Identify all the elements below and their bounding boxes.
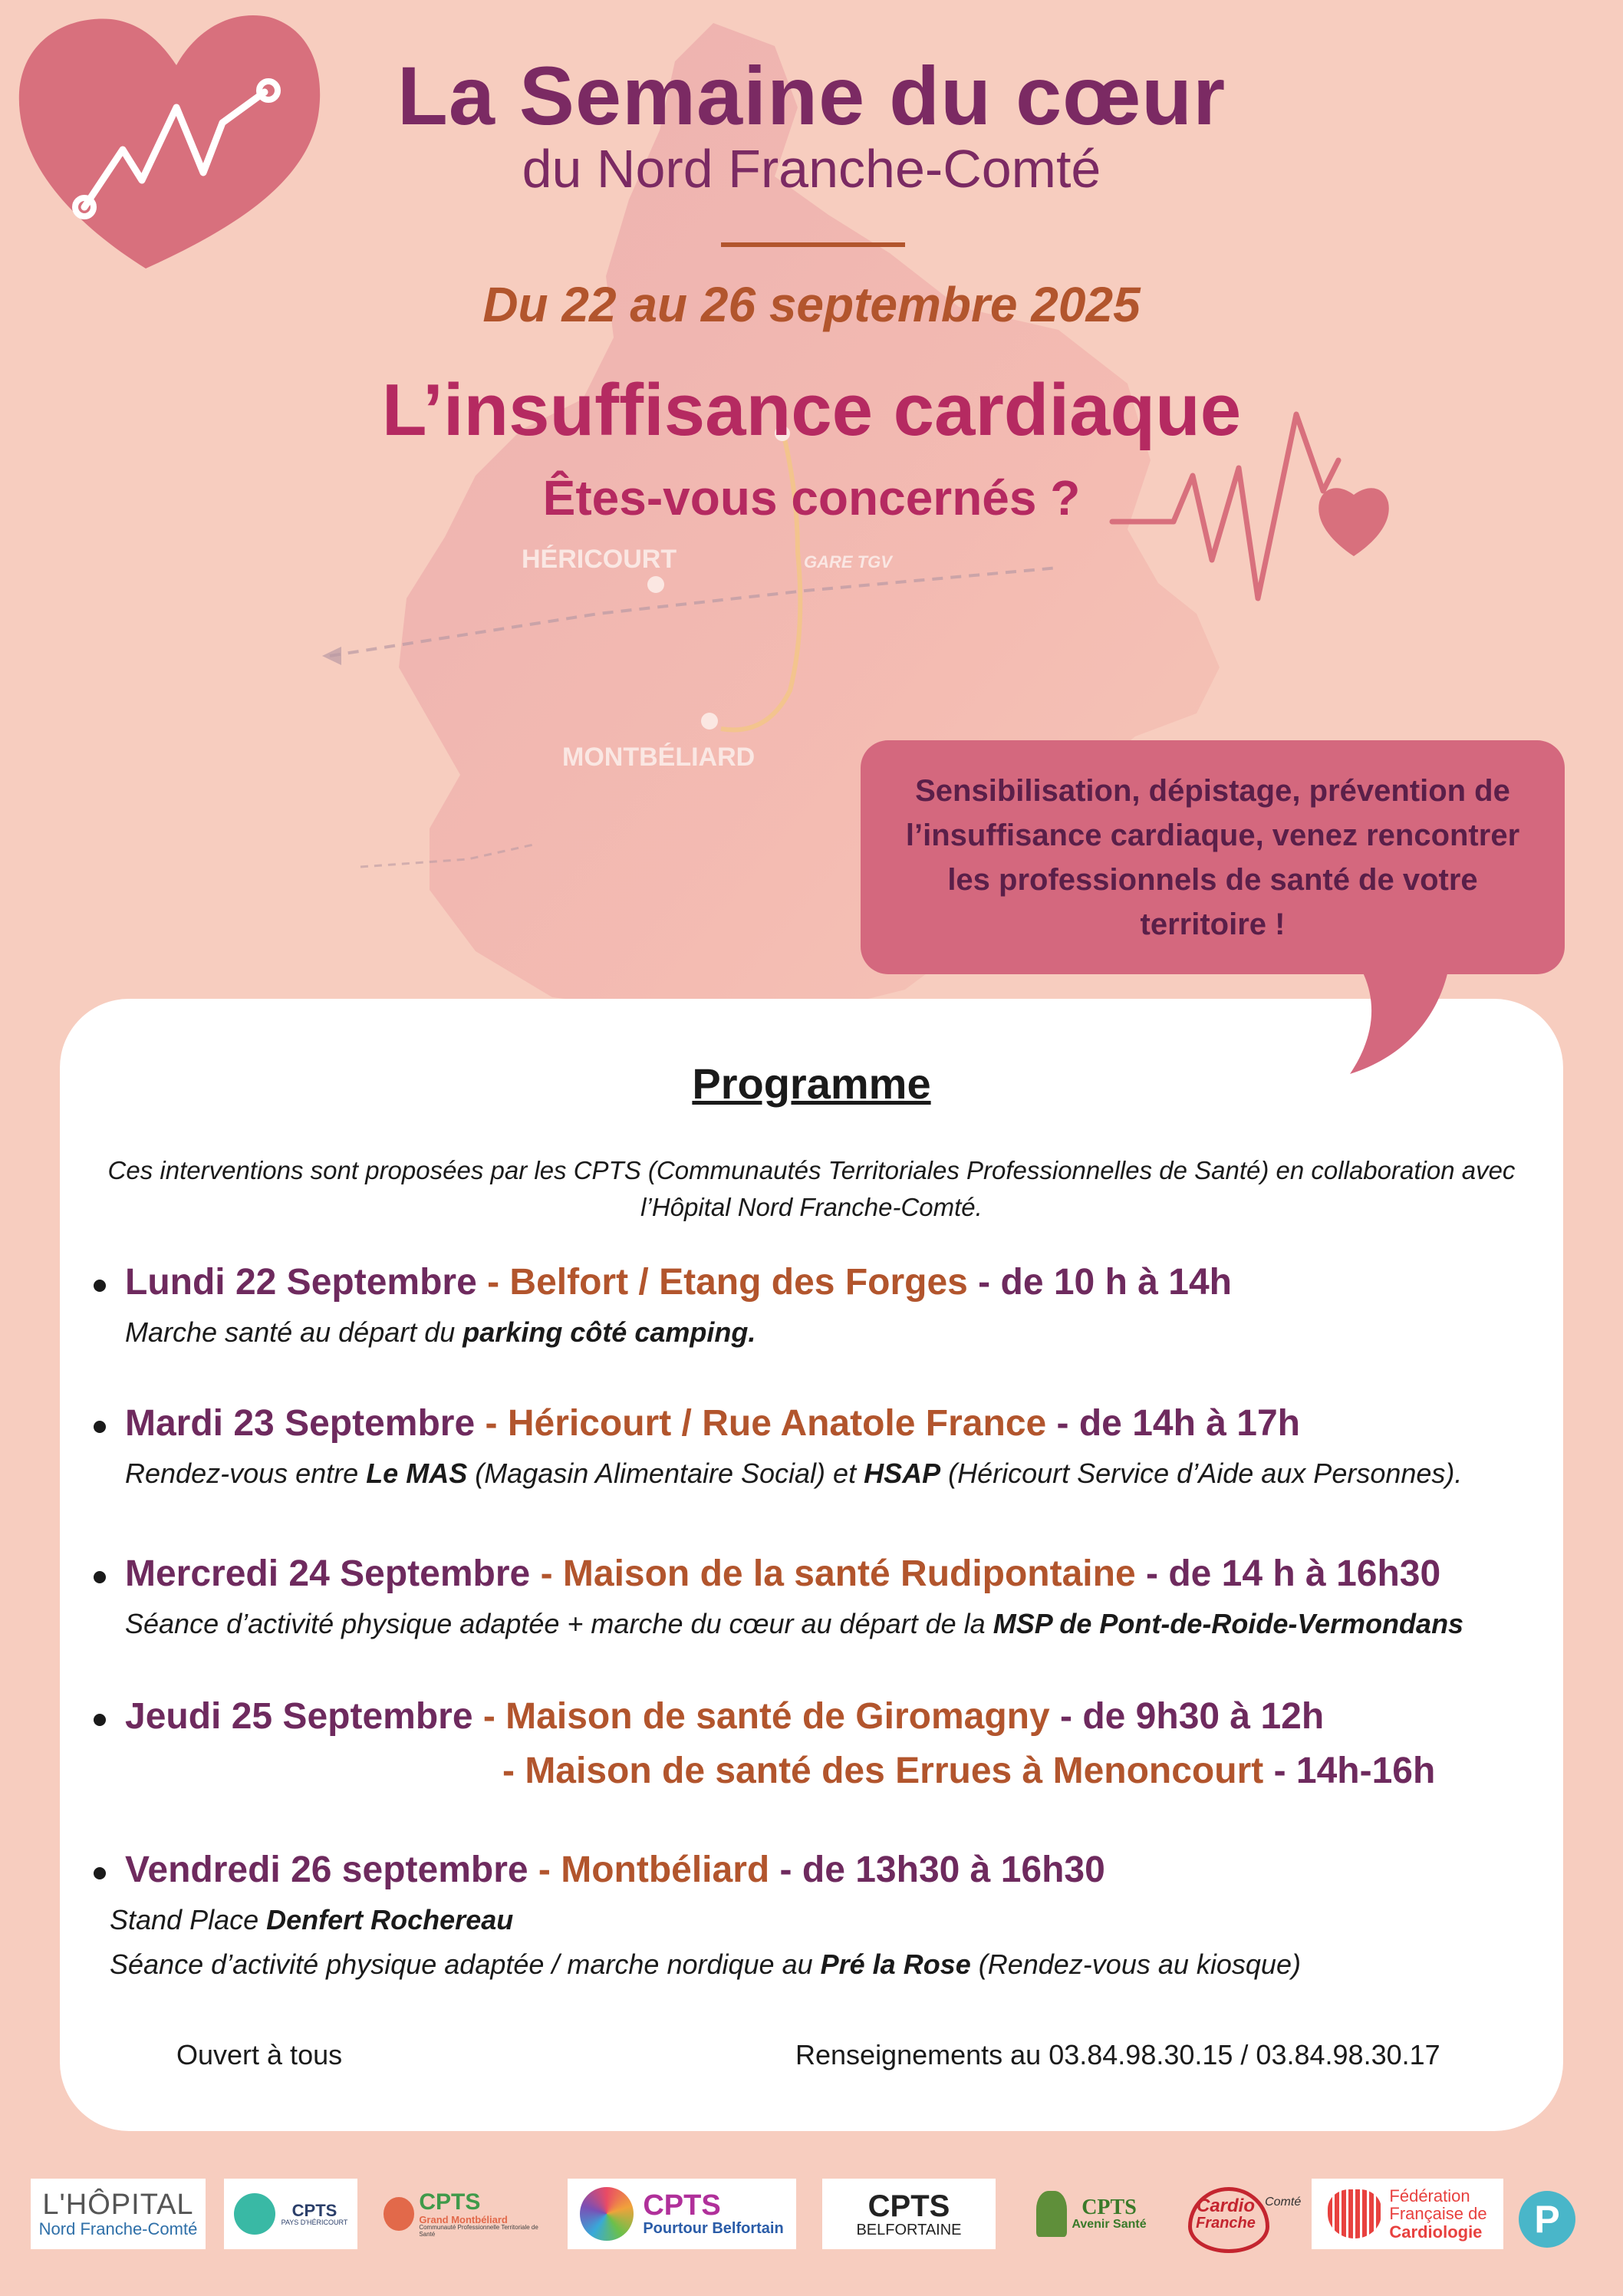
city-label-hericourt: HÉRICOURT	[522, 545, 677, 574]
bullet-icon	[94, 1280, 106, 1292]
title-divider	[721, 242, 905, 247]
desc-bold: MSP de Pont-de-Roide-Vermondans	[993, 1608, 1464, 1639]
event-time: - de 9h30 à 12h	[1049, 1696, 1325, 1737]
logo-text: BELFORTAINE	[856, 2221, 962, 2238]
cpts-flower-icon	[384, 2197, 414, 2231]
desc-text: (Rendez-vous au kiosque)	[970, 1948, 1301, 1980]
montbeliard-dot	[701, 713, 718, 730]
desc-bold: Pré la Rose	[820, 1948, 971, 1980]
bullet-icon	[94, 1571, 106, 1583]
logo-text: CPTS	[1081, 2195, 1137, 2219]
event-location: - Maison de santé des Errues à Menoncourt	[502, 1751, 1264, 1791]
desc-text: Marche santé au départ du	[125, 1316, 463, 1348]
event-location: - Montbéliard	[528, 1850, 770, 1890]
logo-text: Cardio	[1196, 2195, 1255, 2216]
arrow-left-icon	[322, 647, 341, 665]
event-time: - de 10 h à 14h	[967, 1262, 1232, 1303]
logo-federation-cardiologie	[1312, 2179, 1503, 2249]
event-description	[125, 1608, 1463, 1640]
logo-cardio-franche-comte	[1164, 2179, 1302, 2249]
contact-info: Renseignements au 03.84.98.30.15 / 03.84.98.30.17	[795, 2039, 1440, 2070]
main-topic: L’insuffisance cardiaque	[381, 369, 1242, 451]
city-label-gare-tgv: GARE TGV	[804, 552, 892, 572]
event-time: - de 14h à 17h	[1046, 1403, 1300, 1444]
logo-cpts-grand-montbeliard	[384, 2179, 545, 2249]
desc-text: Séance d’activité physique adaptée / marche nordique au	[110, 1948, 821, 1980]
open-to-all: Ouvert à tous	[176, 2039, 343, 2070]
city-label-montbeliard: MONTBÉLIARD	[562, 743, 756, 772]
desc-text: Séance d’activité physique adaptée + marche du cœur au départ de la	[125, 1608, 993, 1639]
desc-bold: Le MAS	[366, 1458, 468, 1489]
desc-text: Rendez-vous entre	[125, 1458, 367, 1489]
desc-bold: Denfert Rochereau	[266, 1904, 514, 1935]
desc-bold: parking côté camping.	[463, 1316, 756, 1348]
heart-outline-icon	[1188, 2187, 1269, 2253]
event-day: Lundi 22 Septembre	[125, 1262, 477, 1303]
logo-text: Fédération	[1389, 2186, 1470, 2206]
event-location: - Maison de la santé Rudipontaine	[530, 1553, 1136, 1594]
event-location: - Maison de santé de Giromagny	[472, 1696, 1050, 1737]
hericourt-dot	[647, 576, 664, 593]
event-description	[110, 1948, 1301, 1981]
logo-text: CPTS	[419, 2189, 481, 2215]
logo-text: Grand Montbéliard	[419, 2213, 508, 2225]
logo-text: Cardiologie	[1389, 2222, 1483, 2242]
event-day: Mardi 23 Septembre	[125, 1403, 476, 1444]
awareness-bubble: Sensibilisation, dépistage, prévention de l’insuffisance cardiaque, venez rencontrer les professionnels de santé de votre territoire !	[861, 740, 1565, 974]
logo-cpts-pourtour	[568, 2179, 796, 2249]
desc-text: (Magasin Alimentaire Social) et	[467, 1458, 864, 1489]
desc-text: (Héricourt Service d’Aide aux Personnes).	[940, 1458, 1463, 1489]
logo-text: PAYS D'HÉRICOURT	[281, 2218, 348, 2226]
event-time: - de 14 h à 16h30	[1135, 1553, 1441, 1594]
people-circle-icon	[580, 2187, 634, 2241]
programme-title: Programme	[692, 1059, 931, 1108]
event-thursday-second	[502, 1750, 1435, 1792]
striped-heart-icon	[1328, 2189, 1381, 2238]
event-friday	[125, 1849, 1105, 1891]
event-thursday	[125, 1695, 1324, 1738]
logo-hopital	[31, 2179, 206, 2249]
event-time: - de 13h30 à 16h30	[769, 1850, 1105, 1890]
topic-question: Êtes-vous concernés ?	[542, 470, 1081, 525]
logo-text: Comté	[1265, 2195, 1302, 2209]
bullet-icon	[94, 1421, 106, 1433]
logo-cpts-hericourt	[224, 2179, 357, 2249]
cpts-circle-icon	[234, 2193, 275, 2235]
event-description	[110, 1904, 513, 1936]
logo-text: Nord Franche-Comté	[38, 2219, 198, 2239]
event-wednesday	[125, 1553, 1440, 1595]
logo-text: Franche	[1196, 2215, 1256, 2232]
logo-text: Communauté Professionnelle Territoriale de Santé	[419, 2224, 538, 2238]
event-day: Vendredi 26 septembre	[125, 1850, 528, 1890]
page-title: La Semaine du cœur	[397, 49, 1226, 142]
programme-intro: Ces interventions sont proposées par les CPTS (Communautés Territoriales Professionnelles de Santé) en collaboration avec l’Hôpital Nord Franche-Comté.	[107, 1156, 1516, 1221]
logo-text: CPTS	[867, 2189, 950, 2223]
event-day: Mercredi 24 Septembre	[125, 1553, 531, 1594]
logo-text: Française de	[1389, 2204, 1487, 2224]
page-subtitle: du Nord Franche-Comté	[522, 139, 1101, 199]
event-dates: Du 22 au 26 septembre 2025	[482, 277, 1141, 332]
event-tuesday	[125, 1402, 1300, 1444]
tree-icon	[1036, 2191, 1067, 2237]
logo-text: L'HÔPITAL	[42, 2188, 194, 2221]
desc-bold: HSAP	[864, 1458, 941, 1489]
logo-text: P	[1534, 2198, 1560, 2241]
bullet-icon	[94, 1714, 106, 1726]
event-location: - Belfort / Etang des Forges	[476, 1262, 968, 1303]
logo-text: Pourtour Belfortain	[643, 2220, 784, 2238]
logo-text: CPTS	[643, 2189, 721, 2222]
event-description	[125, 1458, 1462, 1490]
logo-p-circle	[1519, 2191, 1575, 2248]
bullet-icon	[94, 1867, 106, 1879]
logo-cpts-belfortaine	[822, 2179, 996, 2249]
event-time: - 14h-16h	[1263, 1751, 1436, 1791]
event-description	[125, 1316, 756, 1349]
desc-text: Stand Place	[110, 1904, 267, 1935]
logo-text: CPTS	[291, 2200, 337, 2220]
event-location: - Héricourt / Rue Anatole France	[475, 1403, 1047, 1444]
event-day: Jeudi 25 Septembre	[125, 1696, 473, 1737]
logo-text: Avenir Santé	[1072, 2218, 1147, 2232]
logo-cpts-avenir-sante	[1023, 2179, 1160, 2249]
event-monday	[125, 1261, 1232, 1303]
